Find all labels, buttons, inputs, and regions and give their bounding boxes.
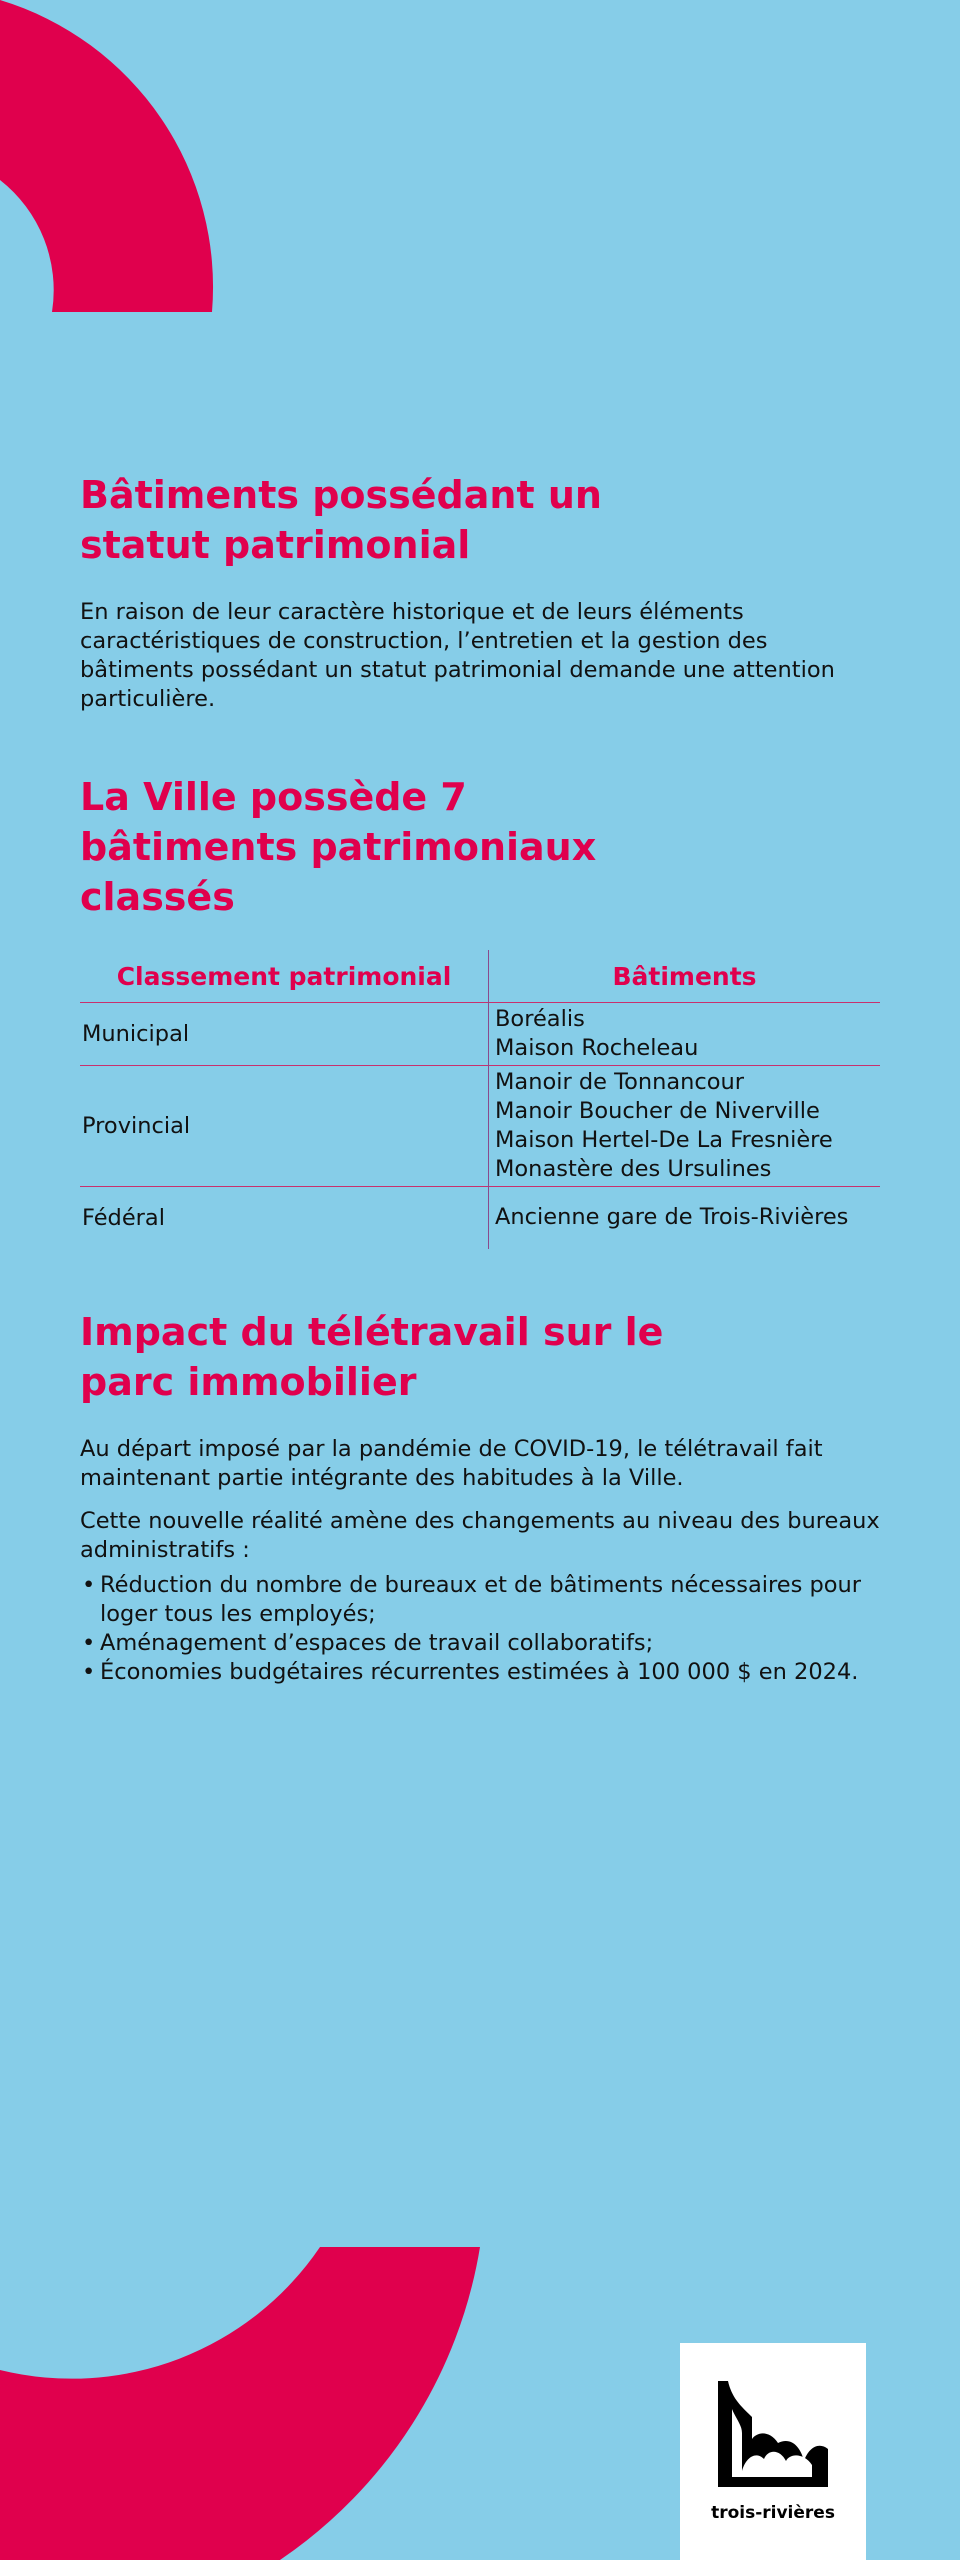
heritage-buildings-table [80,950,880,1249]
telework-title: Impact du télétravail sur le parc immobilier [80,1309,664,1404]
table-cell-buildings [489,1187,881,1249]
list-item-text: Réduction du nombre de bureaux et de bâtiments nécessaires pour loger tous les employés; [100,1571,862,1627]
building-name: Maison Rocheleau [495,1035,699,1061]
bullet-icon: • [82,1629,96,1656]
building-name: Monastère des Ursulines [495,1156,772,1182]
list-item [80,1571,880,1629]
trois-rivieres-logo [680,2343,866,2560]
building-name: Manoir de Tonnancour [495,1069,745,1095]
table-header-buildings: Bâtiments [489,950,881,1003]
table-row [80,1066,880,1187]
list-item-text: Économies budgétaires récurrentes estimées à 100 000 $ en 2024. [100,1658,859,1685]
logo-text: trois-rivières [711,2503,835,2523]
list-item-text: Aménagement d’espaces de travail collaboratifs; [100,1629,654,1656]
section-telework [80,1307,880,1687]
section-heritage-buildings [80,772,880,1249]
telework-bullet-list [80,1571,880,1687]
telework-paragraph-1: Au départ imposé par la pandémie de COVID-19, le télétravail fait maintenant partie intégrante des habitudes à la Ville. [80,1435,823,1491]
building-name: Ancienne gare de Trois-Rivières [495,1204,849,1231]
heritage-status-title: Bâtiments possédant un statut patrimonial [80,473,602,567]
building-name: Manoir Boucher de Niverville [495,1098,820,1124]
trois-rivieres-logo-icon [712,2379,834,2497]
table-cell-level: Municipal [80,1003,489,1066]
table-cell-buildings [489,1003,881,1066]
building-name: Maison Hertel-De La Fresnière [495,1127,833,1153]
table-cell-level: Provincial [80,1066,489,1187]
table-header-classification: Classement patrimonial [116,961,452,991]
table-cell-buildings [489,1066,881,1187]
telework-paragraph-2: Cette nouvelle réalité amène des changements au niveau des bureaux administratifs : [80,1507,880,1563]
list-item [80,1629,880,1658]
decorative-arc-bottom [0,2245,490,2560]
heritage-buildings-title: La Ville possède 7 bâtiments patrimoniaux classés [80,775,597,919]
building-name: Boréalis [495,1006,585,1032]
table-row [80,1003,880,1066]
table-row [80,1187,880,1249]
main-content [80,470,880,1687]
list-item [80,1658,880,1687]
bullet-icon: • [82,1658,96,1685]
heritage-status-text: En raison de leur caractère historique et de leurs éléments caractéristiques de construction, l’entretien et la gestion des bâtiments possédant un statut patrimonial demande une attention particulière. [80,599,835,712]
decorative-arc-top [0,0,220,320]
bullet-icon: • [82,1571,96,1598]
section-heritage-status [80,470,880,714]
table-cell-level: Fédéral [80,1187,489,1249]
